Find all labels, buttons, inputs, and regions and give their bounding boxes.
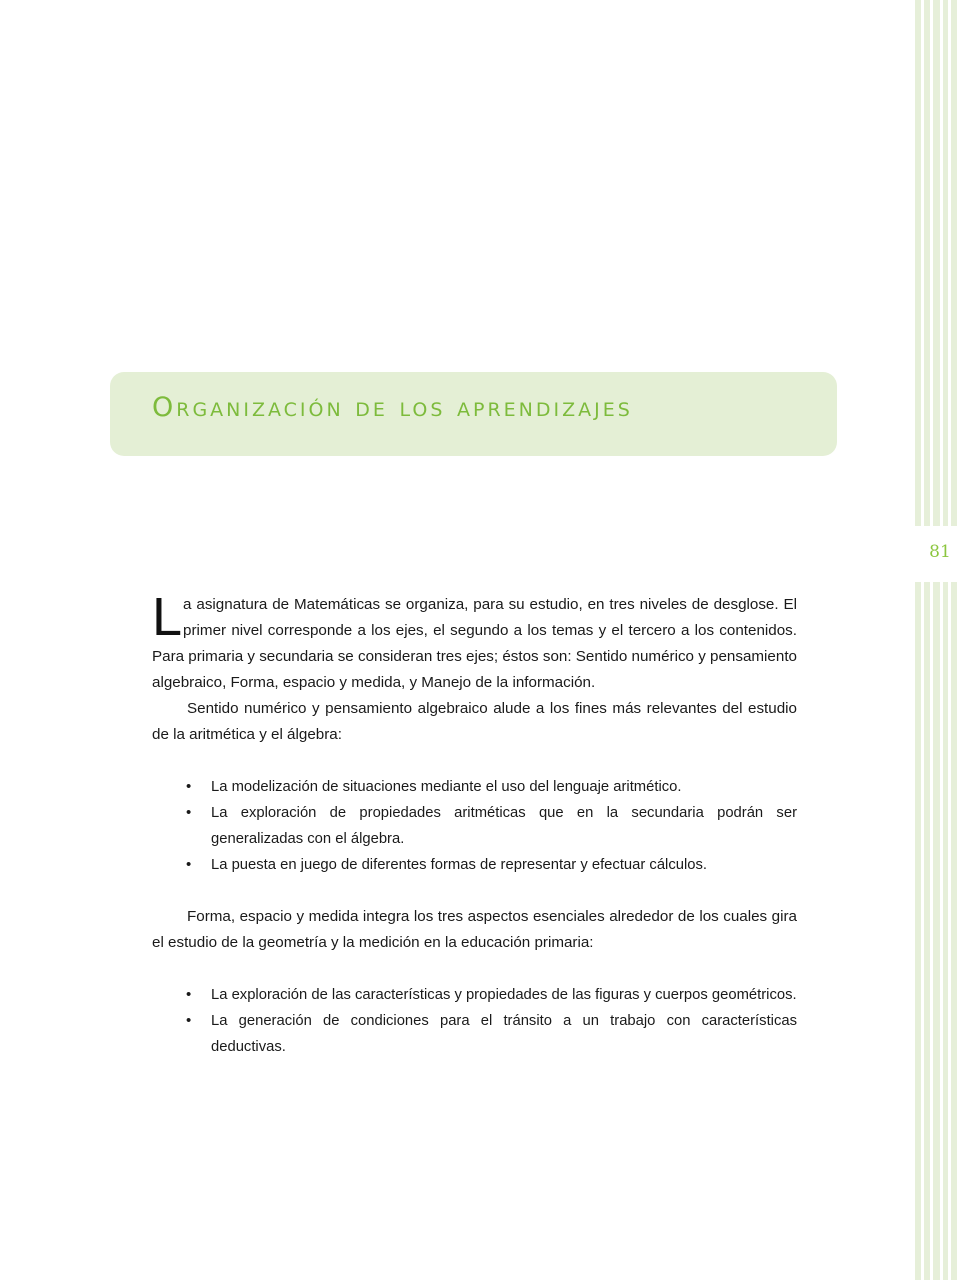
paragraph-geometry: Forma, espacio y medida integra los tres aspectos esenciales alrededor de los cuales gira el estudio de la geometría y la medición en la educación primaria:	[152, 908, 797, 951]
list-item-text: La exploración de propiedades aritméticas que en la secundaria podrán ser generalizadas con el álgebra.	[211, 805, 797, 847]
bullet-icon: •	[186, 856, 192, 873]
bullet-list-geometry	[152, 982, 797, 1060]
decorative-stripe	[924, 0, 930, 1280]
decorative-stripe	[951, 0, 957, 1280]
list-item	[152, 774, 797, 800]
bullet-icon: •	[186, 778, 192, 795]
list-item	[152, 1008, 797, 1060]
section-title-banner	[110, 372, 837, 456]
paragraph-numeric-sense: Sentido numérico y pensamiento algebraico alude a los fines más relevantes del estudio de la aritmética y el álgebra:	[152, 700, 797, 743]
list-item	[152, 852, 797, 878]
body-text	[152, 587, 797, 1086]
bullet-icon: •	[186, 804, 192, 821]
bullet-icon: •	[186, 1012, 192, 1029]
list-item-text: La generación de condiciones para el tránsito a un trabajo con características deductivas.	[211, 1013, 797, 1055]
list-item	[152, 982, 797, 1008]
list-item-text: La modelización de situaciones mediante el uso del lenguaje aritmético.	[211, 779, 682, 795]
page-number: 81	[929, 542, 951, 562]
bullet-icon: •	[186, 986, 192, 1003]
intro-text: a asignatura de Matemáticas se organiza, para su estudio, en tres niveles de desglose. El primer nivel corresponde a los ejes, el segundo a los temas y el tercero a los contenidos. Para primaria y secundaria se consideran tres ejes; éstos son: Sentido numérico y pensamiento algebraico, Forma, espacio y medida, y Manejo de la información.	[152, 596, 797, 691]
bullet-list-numeric	[152, 774, 797, 878]
decorative-stripe	[933, 0, 940, 1280]
list-item-text: La exploración de las características y propiedades de las figuras y cuerpos geométricos.	[211, 987, 797, 1003]
drop-cap: L	[152, 587, 183, 647]
section-title: Organización de los aprendizajes	[152, 392, 633, 423]
list-item	[152, 800, 797, 852]
list-item-text: La puesta en juego de diferentes formas de representar y efectuar cálculos.	[211, 857, 707, 873]
intro-paragraph	[152, 587, 797, 696]
decorative-stripe	[943, 0, 948, 1280]
decorative-stripe	[915, 0, 921, 1280]
